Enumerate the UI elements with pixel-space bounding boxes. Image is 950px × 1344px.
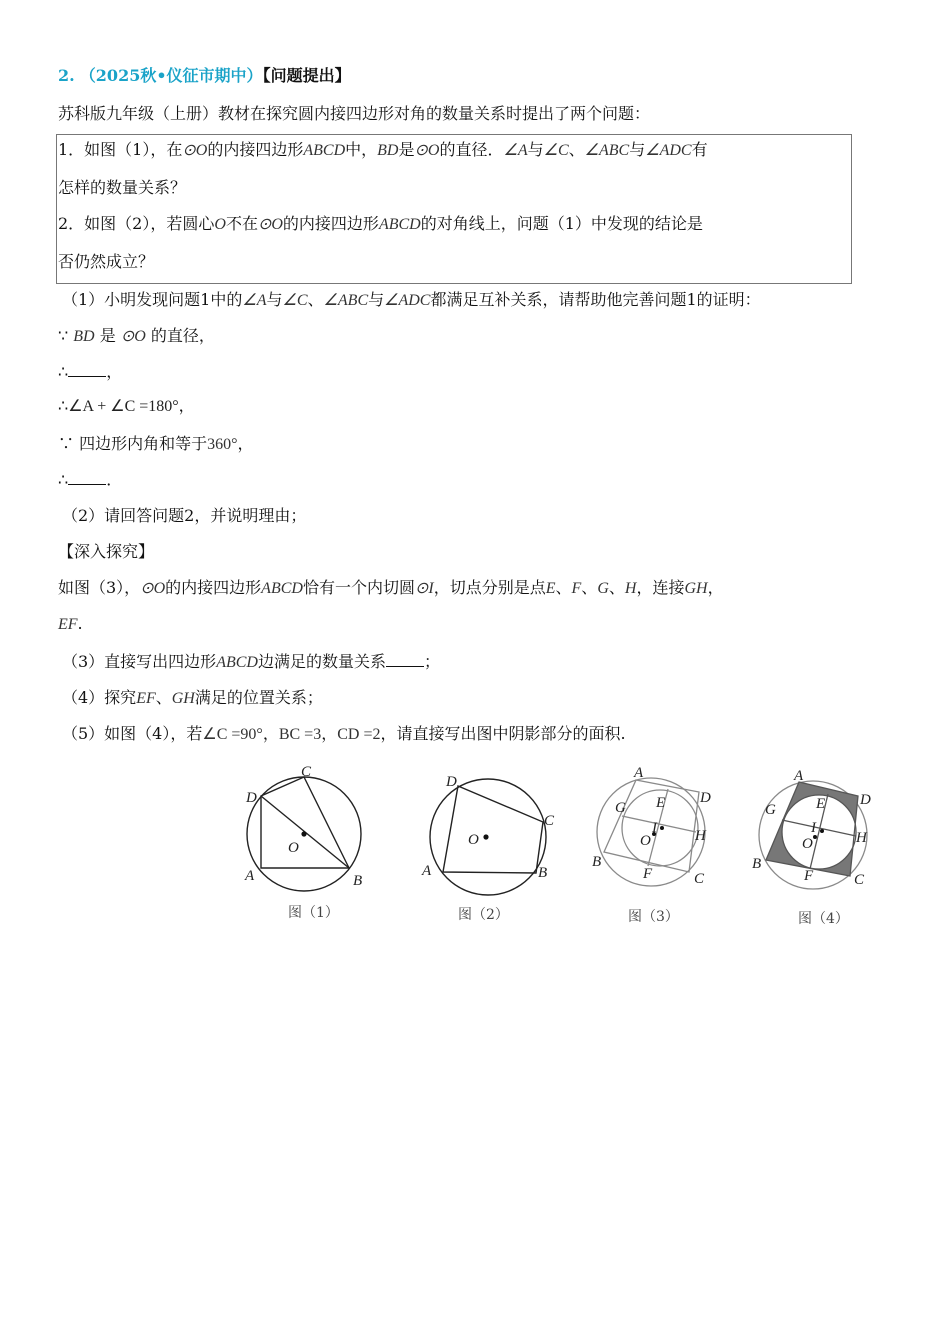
text: 与 <box>527 140 544 159</box>
proof-line-2 <box>58 362 122 382</box>
answer-blank-3[interactable] <box>386 652 424 667</box>
text: 的内接四边形 <box>207 140 304 159</box>
text: 与 <box>368 290 385 309</box>
point-i <box>660 826 664 830</box>
text: 是 <box>398 140 415 159</box>
center-point <box>483 834 488 839</box>
center-point <box>301 831 306 836</box>
math: ∠ADC <box>645 142 692 159</box>
text: 的直径， <box>150 326 215 345</box>
section-tag-explore: 【深入探究】 <box>58 542 155 561</box>
label-b: B <box>538 865 548 881</box>
label-d: D <box>700 790 711 806</box>
label-b: B <box>592 854 602 870</box>
text: 的直径． <box>439 140 504 159</box>
figure-4 <box>748 764 880 896</box>
label-o: O <box>640 833 651 849</box>
text: ， <box>262 724 279 743</box>
text: 的内接四边形 <box>282 214 379 233</box>
label-o: O <box>468 832 479 848</box>
math: ABCD <box>303 142 346 159</box>
part-5-statement <box>62 724 626 745</box>
math: ⊙O <box>182 142 208 159</box>
explore-text-cont <box>58 614 83 635</box>
caption-figure-3: 图（3） <box>628 909 679 925</box>
text: 、 <box>307 290 324 309</box>
proof-line-4 <box>58 434 254 455</box>
section-tag-question: 【问题提出】 <box>262 66 351 85</box>
figure-2 <box>414 766 564 896</box>
math: ∠ADC <box>384 292 431 309</box>
math: H <box>624 580 637 597</box>
quadrilateral-abcd <box>443 786 543 873</box>
label-c: C <box>544 813 555 829</box>
math: BD <box>73 328 95 345</box>
text: 满足的位置关系； <box>194 688 323 707</box>
math: BC =3 <box>278 726 322 743</box>
caption-figure-2: 图（2） <box>458 907 509 923</box>
math: ⊙O <box>414 142 440 159</box>
box-question-2 <box>58 214 703 235</box>
math: E <box>545 580 556 597</box>
label-c: C <box>854 872 865 888</box>
text: ， <box>237 434 254 453</box>
label-f: F <box>804 868 814 884</box>
text: 2．如图（2），若圆心 <box>58 214 215 233</box>
text: 、 <box>155 688 172 707</box>
proof-line-5 <box>58 470 122 490</box>
therefore-symbol: ∴ <box>58 396 69 415</box>
math: ∠C <box>543 142 569 159</box>
label-e: E <box>816 796 826 812</box>
text: . <box>77 614 83 633</box>
label-d: D <box>860 792 871 808</box>
math: ∠ABC <box>323 292 369 309</box>
label-e: E <box>656 795 666 811</box>
text: （4）探究 <box>62 688 137 707</box>
proof-line-3 <box>58 396 195 417</box>
text: 如图（3）， <box>58 578 141 597</box>
figure-1 <box>236 758 376 892</box>
text: 恰有一个内切圆 <box>302 578 415 597</box>
math: ⊙O <box>120 328 146 345</box>
text: 边满足的数量关系 <box>257 652 386 671</box>
label-a: A <box>794 768 804 784</box>
math: ∠C =90° <box>202 726 263 743</box>
text: 都满足互补关系，请帮助他完善问题1的证明： <box>430 290 761 309</box>
because-symbol: ∵ <box>58 434 75 453</box>
part-1-statement <box>62 290 761 311</box>
math: G <box>597 580 609 597</box>
part-3-statement <box>62 652 440 673</box>
problem-source: （2025秋•仪征市期中） <box>79 66 263 85</box>
intro-text: 苏科版九年级（上册）教材在探究圆内接四边形对角的数量关系时提出了两个问题： <box>58 104 651 123</box>
label-d: D <box>246 790 257 806</box>
math: EF <box>136 690 156 707</box>
math: ABCD <box>378 216 421 233</box>
math: ⊙O <box>140 580 166 597</box>
text: 有 <box>691 140 708 159</box>
text: ， <box>178 396 195 415</box>
text: 的内接四边形 <box>165 578 262 597</box>
text: 与 <box>629 140 646 159</box>
point-i <box>820 829 824 833</box>
label-h: H <box>856 830 867 846</box>
text: 、 <box>608 578 625 597</box>
label-o: O <box>802 836 813 852</box>
label-i: I <box>652 820 657 836</box>
label-a: A <box>634 765 644 781</box>
math: GH <box>171 690 195 707</box>
text: ， <box>707 578 724 597</box>
math: 360° <box>207 436 238 453</box>
math: ∠A + ∠C =180° <box>68 398 179 415</box>
math: ∠C <box>282 292 308 309</box>
text: 、 <box>555 578 572 597</box>
text: ， <box>106 362 123 381</box>
because-symbol: ∵ <box>58 326 69 345</box>
label-f: F <box>643 866 653 882</box>
math: ABCD <box>261 580 303 597</box>
caption-figure-1: 图（1） <box>288 905 339 921</box>
therefore-symbol: ∴ <box>58 470 69 489</box>
problem-header <box>58 66 351 86</box>
math: ∠ABC <box>584 142 630 159</box>
label-a: A <box>245 868 255 884</box>
box-question-1 <box>58 140 708 161</box>
text: 是 <box>99 326 116 345</box>
answer-blank-1[interactable] <box>68 362 106 377</box>
text: 不在 <box>225 214 258 233</box>
label-g: G <box>615 800 626 816</box>
part-4-statement <box>62 688 323 709</box>
label-a: A <box>422 863 432 879</box>
math: ABCD <box>216 654 258 671</box>
label-b: B <box>752 856 762 872</box>
math: ⊙O <box>257 216 283 233</box>
label-h: H <box>695 828 706 844</box>
text: 1．如图（1），在 <box>58 140 183 159</box>
text: ． <box>106 470 123 489</box>
part-2-statement: （2）请回答问题2，并说明理由； <box>62 506 307 525</box>
segment-gh <box>622 816 696 832</box>
math: ∠A <box>242 292 267 309</box>
figure-3 <box>588 762 720 892</box>
text: ， <box>321 724 338 743</box>
therefore-symbol: ∴ <box>58 362 69 381</box>
text: （1）小明发现问题1中的 <box>62 290 243 309</box>
text: 与 <box>266 290 283 309</box>
text: ，连接 <box>636 578 685 597</box>
label-c: C <box>301 764 312 780</box>
math: O <box>214 216 226 233</box>
label-o: O <box>288 840 299 856</box>
label-i: I <box>811 820 816 836</box>
math: ⊙I <box>414 580 434 597</box>
math: BD <box>377 142 399 159</box>
text: 、 <box>568 140 585 159</box>
answer-blank-2[interactable] <box>68 470 106 485</box>
box-question-2-cont: 否仍然成立？ <box>58 252 155 271</box>
text: 中， <box>345 140 378 159</box>
text: 、 <box>581 578 598 597</box>
text: （3）直接写出四边形 <box>62 652 217 671</box>
math: EF <box>58 616 78 633</box>
explore-text <box>58 578 724 599</box>
math: F <box>571 580 582 597</box>
text: 的对角线上，问题（1）中发现的结论是 <box>420 214 703 233</box>
problem-number: 2. <box>58 66 75 85</box>
quadrilateral-abcd <box>261 777 349 868</box>
box-question-1-cont: 怎样的数量关系？ <box>58 178 187 197</box>
text: （5）如图（4），若 <box>62 724 203 743</box>
label-d: D <box>446 774 457 790</box>
math: GH <box>684 580 708 597</box>
text: 四边形内角和等于 <box>79 434 208 453</box>
math: CD =2 <box>337 726 381 743</box>
label-b: B <box>353 873 363 889</box>
caption-figure-4: 图（4） <box>798 911 849 927</box>
text: ，请直接写出图中阴影部分的面积. <box>380 724 626 743</box>
label-c: C <box>694 871 705 887</box>
math: ∠A <box>503 142 528 159</box>
text: ，切点分别是点 <box>433 578 546 597</box>
proof-line-1 <box>58 326 215 347</box>
label-g: G <box>765 802 776 818</box>
text: ； <box>423 652 440 671</box>
